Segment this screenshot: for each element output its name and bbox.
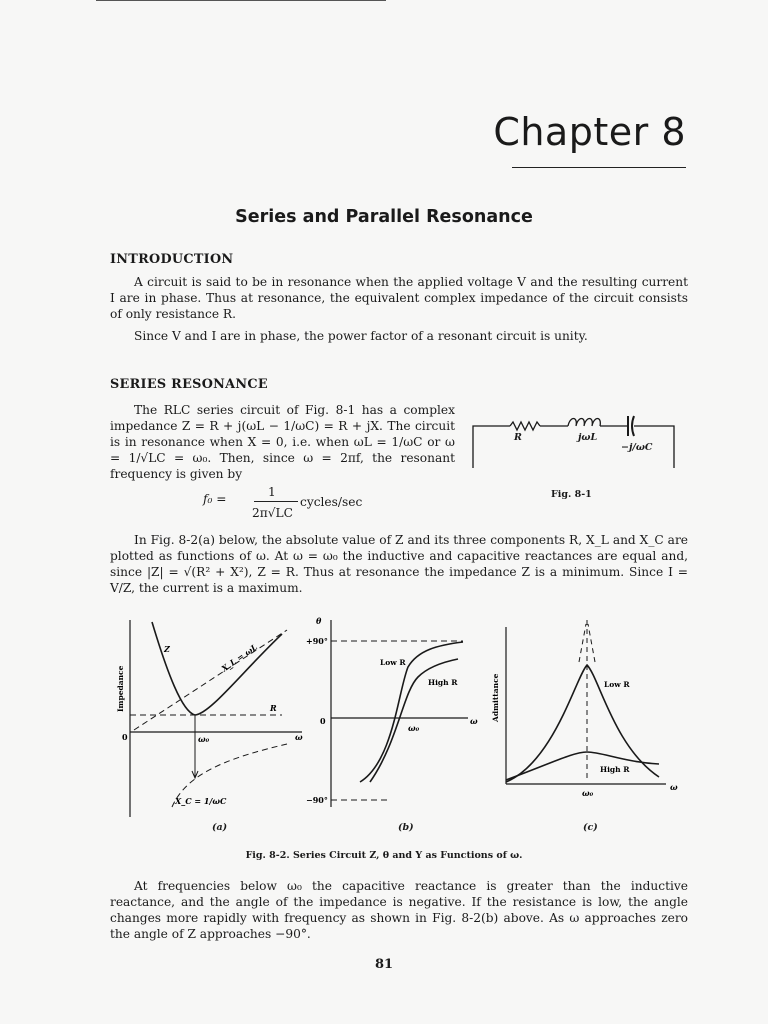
equation-denominator: 2π√LC bbox=[252, 506, 293, 520]
series-resonance-paragraph-3: At frequencies below ω₀ the capacitive reactance is greater than the inductive reactance, and the angle of the impedance is negative. If the resistance is low, the angle changes more rapidly with frequency as shown in Fig. 8-2(b) above. As ω approaches zero the angle of Z approaches −90°. bbox=[110, 879, 688, 941]
equation-unit: cycles/sec bbox=[300, 495, 363, 509]
equation-lhs: f₀ = bbox=[203, 492, 227, 506]
fig-8-1-circuit bbox=[468, 410, 683, 470]
series-resonance-paragraph-1: The RLC series circuit of Fig. 8-1 has a complex impedance Z = R + j(ωL − 1/ωC) = R + jX. The circuit is in resonance when X = 0, i.e. when ωL = 1/ωC or ω = 1/√LC = ω₀. Then, since ω = 2πf, the resonant frequency is given by bbox=[110, 403, 455, 481]
page-title: Series and Parallel Resonance bbox=[235, 207, 533, 227]
fig-8-2b-w-label: ω bbox=[470, 716, 478, 726]
fig-8-2a-w-label: ω bbox=[295, 732, 303, 742]
fig-8-2b-low-r-label: Low R bbox=[380, 658, 406, 667]
series-resonance-heading: SERIES RESONANCE bbox=[110, 377, 268, 392]
fig-8-2b-w0-label: ω₀ bbox=[408, 723, 420, 733]
fig-8-2a-w0-label: ω₀ bbox=[198, 734, 210, 744]
fig-8-2a-ylabel: Impedance bbox=[116, 665, 125, 712]
fig-8-1-label-r: R bbox=[514, 432, 522, 443]
fig-8-2b-sub-caption: (b) bbox=[398, 822, 414, 833]
fig-8-2c-high-r-label: High R bbox=[600, 765, 630, 774]
fig-8-2b-m90-label: −90° bbox=[306, 795, 328, 805]
introduction-paragraph-2: Since V and I are in phase, the power factor of a resonant circuit is unity. bbox=[134, 329, 588, 343]
equation-numerator: 1 bbox=[268, 485, 276, 499]
fig-8-2a-xl-label: X_L = ωL bbox=[219, 641, 260, 674]
fig-8-2b-plot bbox=[298, 612, 478, 812]
fig-8-2a-xc-label: X_C = 1/ωC bbox=[175, 796, 227, 806]
fig-8-2a-r-label: R bbox=[270, 703, 277, 713]
top-rule bbox=[96, 0, 386, 1]
fig-8-2c-ylabel: Admittance bbox=[491, 673, 500, 722]
fig-8-2a-sub-caption: (a) bbox=[212, 822, 228, 833]
fig-8-2b-zero-label: 0 bbox=[320, 716, 326, 726]
fig-8-2c-w-label: ω bbox=[670, 782, 678, 792]
fig-8-2a-z-label: Z bbox=[164, 644, 170, 654]
chapter-rule bbox=[512, 167, 686, 168]
introduction-paragraph-1: A circuit is said to be in resonance when the applied voltage V and the resulting current I are in phase. Thus at resonance, the equivalent complex impedance of the circuit consists of only resistance R. bbox=[110, 275, 688, 321]
fig-8-1-label-l: jωL bbox=[578, 432, 598, 443]
fig-8-2c-plot bbox=[484, 612, 684, 812]
chapter-heading: Chapter 8 bbox=[493, 110, 686, 154]
fig-8-2c-sub-caption: (c) bbox=[583, 822, 598, 833]
fig-8-2b-high-r-label: High R bbox=[428, 678, 458, 687]
fig-8-1-caption: Fig. 8-1 bbox=[551, 489, 592, 500]
fig-8-2b-p90-label: +90° bbox=[306, 636, 328, 646]
fig-8-2-caption: Fig. 8-2. Series Circuit Z, θ and Y as Functions of ω. bbox=[245, 850, 523, 861]
introduction-heading: INTRODUCTION bbox=[110, 252, 234, 267]
fig-8-2a-plot bbox=[112, 612, 312, 822]
fig-8-2c-w0-label: ω₀ bbox=[582, 788, 594, 798]
fig-8-2a-origin-label: 0 bbox=[122, 732, 128, 742]
page-number: 81 bbox=[374, 957, 394, 972]
fig-8-2b-theta-label: θ bbox=[316, 616, 322, 626]
fig-8-2c-low-r-label: Low R bbox=[604, 680, 630, 689]
equation-fraction-bar bbox=[254, 501, 298, 502]
fig-8-1-label-c: −j/ωC bbox=[621, 442, 653, 453]
series-resonance-paragraph-2: In Fig. 8-2(a) below, the absolute value of Z and its three components R, X_L and X_C are plotted as functions of ω. At ω = ω₀ the inductive and capacitive reactances are equal and, since |Z| = √(R² + X²), Z = R. Thus at resonance the impedance Z is a minimum. Since I = V/Z, the current is a maximum. bbox=[110, 533, 688, 595]
